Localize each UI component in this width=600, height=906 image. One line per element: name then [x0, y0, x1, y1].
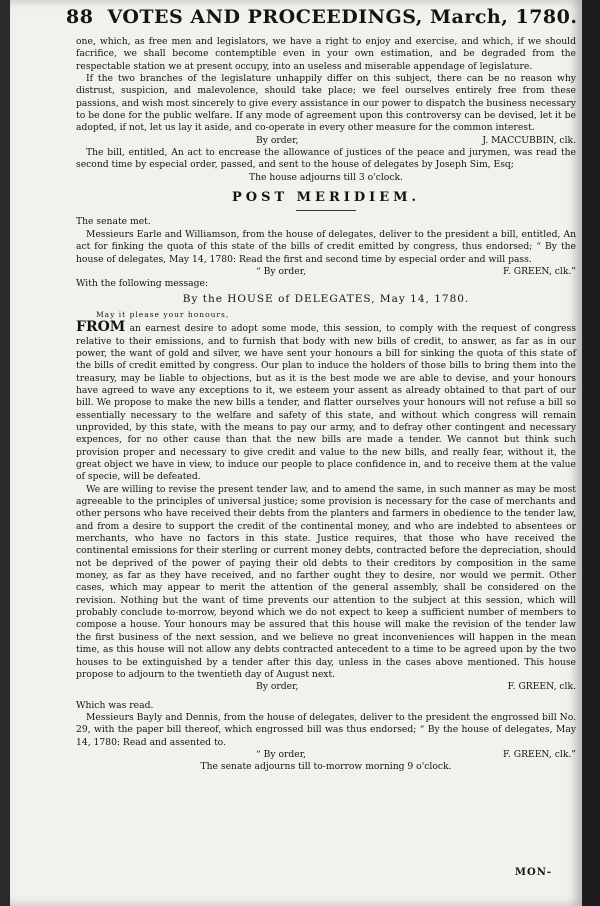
catchword: MON-: [514, 867, 552, 878]
signer-name: F. GREEN, clk.”: [502, 748, 576, 760]
message-paragraph-2: We are willing to revise the present tender law, and to amend the same, in such manner as may be most agreeable to the principles of universal justice; some provision is necessary for the case of merchants and other persons who have received their debts from the planters and farmers in obedience to the tender law, and from a desire to support the credit of the continental money, and who are indebted to absentees or merchants, who have no factors in this state. Justice requires, that those who have received the continental emissions for their sterling or current money debts, contracted before the depreciation, should not be deprived of the power of paying their old debts to their creditors by composition in the same money, as far as they have received, and no farther ought they to desire, nor would we permit. Other cases, which may appear to merit the attention of the general assembly, shall be considered on the revision. Nothing but the want of time prevents our attention to the subject at this session, which will probably conclude to-morrow, beyond which we do not expect to keep a sufficient number of members to compose a house. Your honours may be assured that this house will make the revision of the tender law the first business of the next session, and we believe no great inconveniences will happen in the mean time, as this house will not allow any debts contracted antecedent to a time to be agreed upon by the two houses to be extinguished by a tender after this day, unless in the cases above mentioned. This house propose to adjourn to the twentieth day of August next.: [76, 483, 576, 680]
bayly-paragraph: Messieurs Bayly and Dennis, from the house of delegates, deliver to the president the engrossed bill No. 29, with the paper bill thereof, which engrossed bill was thus endorsed; “ By the house of delegates, May 14, 1780: Read and assented to.: [76, 711, 576, 748]
divider-rule: [296, 210, 356, 211]
house-heading: By the HOUSE of DELEGATES, May 14, 1780.: [182, 292, 470, 305]
salutation: May it please your honours,: [96, 309, 230, 319]
by-order-label: “ By order,: [256, 265, 307, 277]
signer-name: F. GREEN, clk.: [507, 681, 576, 693]
section-heading: POST MERIDIEM.: [231, 190, 421, 206]
earle-paragraph: Messieurs Earle and Williamson, from the house of delegates, deliver to the president a bill, entitled, An act for finking the quota of this state of the bills of credit emitted by congress, thus endorsed; “ By the house of delegates, May 14, 1780: Read the first and second time by especial order and will pass.: [76, 228, 576, 265]
body-text: [76, 36, 576, 774]
by-order-label: “ By order,: [256, 748, 307, 760]
signature-line-1: [76, 135, 576, 147]
binding-gutter: [0, 0, 10, 906]
document-page: [10, 0, 582, 906]
signature-line-3: [76, 681, 576, 693]
paragraph-continued: one, which, as free men and legislators, we have a right to enjoy and exercise, and which, if we should facrifice, we shall become contemptible even in your own estimation, and be degraded from the respectable station we at present occupy, into an useless and miserable appendage of legislature.: [76, 36, 576, 72]
senate-met: The senate met.: [76, 216, 151, 228]
by-order-label: By order,: [256, 681, 299, 693]
adjourn-note-2: The senate adjourns till to-morrow morning 9 o'clock.: [200, 761, 452, 773]
signer-name: J. MACCUBBIN, clk.: [482, 134, 576, 146]
paragraph-legislature: If the two branches of the legislature unhappily differ on this subject, there can be no reason why distrust, suspicion, and malevolence, should take place; we feel ourselves entirely free from these passions, and wish most sincerely to give every assistance in our power to dispatch the business necessary to be done for the public welfare. If any mode of agreement upon this controversy can be devised, let it be adopted, if not, let us lay it aside, and co-operate in every other measure for the common interest.: [76, 73, 576, 134]
with-message: With the following message:: [76, 278, 209, 290]
page-title: VOTES AND PROCEEDINGS, March, 1780.: [107, 6, 578, 28]
drop-word: FROM: [76, 319, 126, 336]
running-head: [66, 6, 576, 32]
page-number: 88: [66, 6, 94, 28]
signature-line-4: [76, 749, 576, 761]
message-p1-text: an earnest desire to adopt some mode, this session, to comply with the request of congress relative to their emissions, and to furnish that body with new bills of credit, to answer, as far as in our power, the want of gold and silver, we have sent your honours a bill for sinking the quota of this state of the bills of credit emitted by congress. Our plan to induce the holders of those bills to bring them into the treasury, may be liable to objections, but as it is the best mode we are able to devise, and your honours have agreed to wave any exceptions to it, we esteem your assent as already obtained to that part of our bill. We propose to make the new bills a tender, and flatter ourselves your honours will not refuse a bill so essentially necessary to the welfare and safety of this state, and without which congress will remain unprovided, by this state, with the means to pay our army, and to defray other contingent and necessary expences, for no other cause than that the new bills are made a tender. We cannot but think such provision proper and necessary to give credit and value to the new bills, and really fear, without it, the great object we have in view, to induce our people to place confidence in, and to receive them at the value of specie, will be defeated.: [76, 323, 576, 483]
scanner-edge: [582, 0, 600, 906]
signer-name: F. GREEN, clk.”: [502, 265, 576, 277]
bill-paragraph: The bill, entitled, An act to encrease the allowance of justices of the peace and jurymen, was read the second time by especial order, passed, and sent to the house of delegates by Joseph Sim, Esq;: [76, 147, 576, 171]
message-paragraph-1: [76, 321, 576, 483]
which-read: Which was read.: [76, 699, 154, 711]
signature-line-2: [76, 266, 576, 278]
by-order-label: By order,: [256, 134, 299, 146]
adjourn-note-1: The house adjourns till 3 o'clock.: [249, 171, 403, 183]
